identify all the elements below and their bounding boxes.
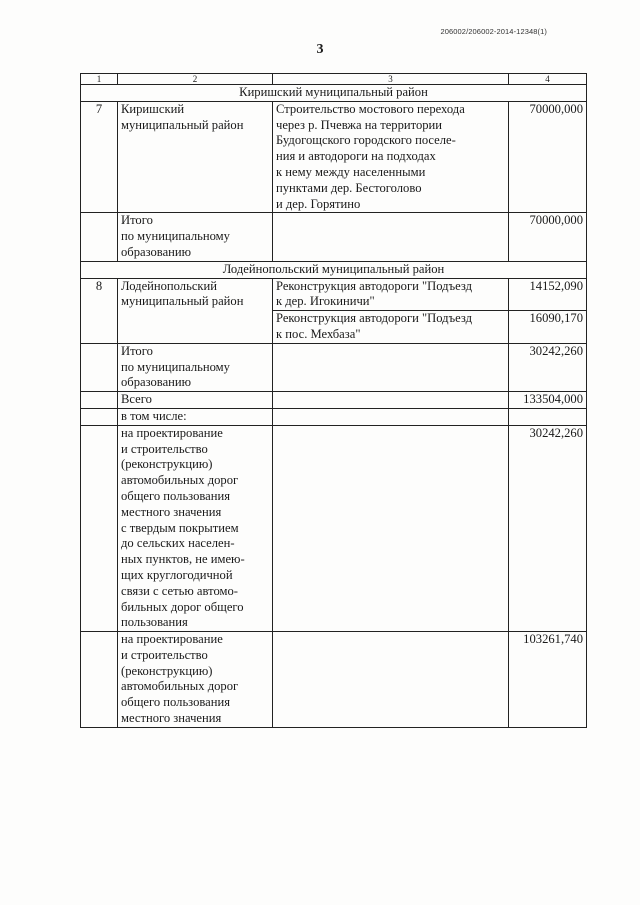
purpose-label bbox=[118, 425, 273, 631]
amount: 30242,260 bbox=[509, 425, 587, 631]
text-line: пользования bbox=[121, 615, 188, 630]
amount: 103261,740 bbox=[509, 632, 587, 728]
amount: 133504,000 bbox=[509, 392, 587, 409]
empty-cell bbox=[81, 213, 118, 261]
text-line: автомобильных дорог bbox=[121, 473, 239, 488]
text-line: образованию bbox=[121, 244, 192, 259]
table-row bbox=[81, 101, 587, 213]
column-header: 1 bbox=[81, 74, 118, 85]
column-header: 4 bbox=[509, 74, 587, 85]
table-row bbox=[81, 343, 587, 391]
text-line: к нему между населенными bbox=[276, 164, 426, 179]
text-line: Киришский bbox=[121, 101, 185, 116]
total-label bbox=[118, 213, 273, 261]
section-row bbox=[81, 85, 587, 102]
text-line: Будогощского городского поселе- bbox=[276, 133, 456, 148]
empty-cell bbox=[81, 392, 118, 409]
text-line: связи с сетью автомо- bbox=[121, 583, 238, 598]
text-line: автомобильных дорог bbox=[121, 679, 239, 694]
empty-cell bbox=[81, 425, 118, 631]
document-id: 206002/206002-2014-12348(1) bbox=[440, 27, 547, 36]
text-line: ния и автодороги на подходах bbox=[276, 149, 436, 164]
text-line: Реконструкция автодороги "Подъезд bbox=[276, 278, 472, 293]
grand-total-label: Всего bbox=[118, 392, 273, 409]
text-line: на проектирование bbox=[121, 632, 223, 647]
text-line: муниципальный район bbox=[121, 117, 244, 132]
empty-cell bbox=[81, 408, 118, 425]
text-line: общего пользования bbox=[121, 488, 231, 503]
column-header: 3 bbox=[273, 74, 509, 85]
row-number: 8 bbox=[81, 278, 118, 343]
empty-cell bbox=[81, 632, 118, 728]
text-line: бильных дорог общего bbox=[121, 599, 244, 614]
text-line: (реконструкцию) bbox=[121, 663, 213, 678]
text-line: щих круглогодичной bbox=[121, 567, 233, 582]
including-label: в том числе: bbox=[118, 408, 273, 425]
empty-cell bbox=[81, 343, 118, 391]
empty-cell bbox=[273, 408, 509, 425]
table-row bbox=[81, 425, 587, 631]
empty-cell bbox=[273, 425, 509, 631]
project-description bbox=[273, 311, 509, 344]
empty-cell bbox=[273, 213, 509, 261]
text-line: Реконструкция автодороги "Подъезд bbox=[276, 311, 472, 326]
project-description bbox=[273, 101, 509, 213]
row-number: 7 bbox=[81, 101, 118, 213]
text-line: муниципальный район bbox=[121, 294, 244, 309]
project-description bbox=[273, 278, 509, 311]
empty-cell bbox=[273, 632, 509, 728]
table-header-row bbox=[81, 74, 587, 85]
text-line: и дер. Горятино bbox=[276, 196, 361, 211]
amount: 16090,170 bbox=[509, 311, 587, 344]
empty-cell bbox=[509, 408, 587, 425]
municipality-name bbox=[118, 101, 273, 213]
text-line: местного значения bbox=[121, 711, 222, 726]
text-line: образованию bbox=[121, 375, 192, 390]
funding-table bbox=[80, 73, 587, 728]
empty-cell bbox=[273, 343, 509, 391]
text-line: по муниципальному bbox=[121, 359, 230, 374]
empty-cell bbox=[273, 392, 509, 409]
total-label bbox=[118, 343, 273, 391]
text-line: к пос. Мехбаза" bbox=[276, 326, 361, 341]
municipality-name bbox=[118, 278, 273, 343]
amount: 30242,260 bbox=[509, 343, 587, 391]
text-line: (реконструкцию) bbox=[121, 457, 213, 472]
text-line: ных пунктов, не имею- bbox=[121, 552, 245, 567]
table-row bbox=[81, 408, 587, 425]
column-header: 2 bbox=[118, 74, 273, 85]
table-row bbox=[81, 632, 587, 728]
text-line: и строительство bbox=[121, 647, 208, 662]
text-line: местного значения bbox=[121, 504, 222, 519]
text-line: Итого bbox=[121, 343, 153, 358]
text-line: Итого bbox=[121, 213, 153, 228]
page-number: 3 bbox=[316, 42, 324, 57]
text-line: к дер. Игокиничи" bbox=[276, 294, 375, 309]
amount: 70000,000 bbox=[509, 101, 587, 213]
text-line: Лодейнопольский bbox=[121, 278, 218, 293]
amount: 70000,000 bbox=[509, 213, 587, 261]
text-line: по муниципальному bbox=[121, 229, 230, 244]
text-line: с твердым покрытием bbox=[121, 520, 239, 535]
text-line: Строительство мостового перехода bbox=[276, 101, 465, 116]
text-line: пунктами дер. Бестоголово bbox=[276, 180, 422, 195]
section-row bbox=[81, 261, 587, 278]
section-title-lodeynoe: Лодейнопольский муниципальный район bbox=[81, 261, 587, 278]
text-line: через р. Пчевжа на территории bbox=[276, 117, 443, 132]
table-row bbox=[81, 278, 587, 311]
purpose-label bbox=[118, 632, 273, 728]
text-line: общего пользования bbox=[121, 695, 231, 710]
text-line: и строительство bbox=[121, 441, 208, 456]
amount: 14152,090 bbox=[509, 278, 587, 311]
section-title-kirishi: Киришский муниципальный район bbox=[81, 85, 587, 102]
table-row bbox=[81, 213, 587, 261]
text-line: на проектирование bbox=[121, 425, 223, 440]
table-row bbox=[81, 392, 587, 409]
text-line: до сельских населен- bbox=[121, 536, 235, 551]
